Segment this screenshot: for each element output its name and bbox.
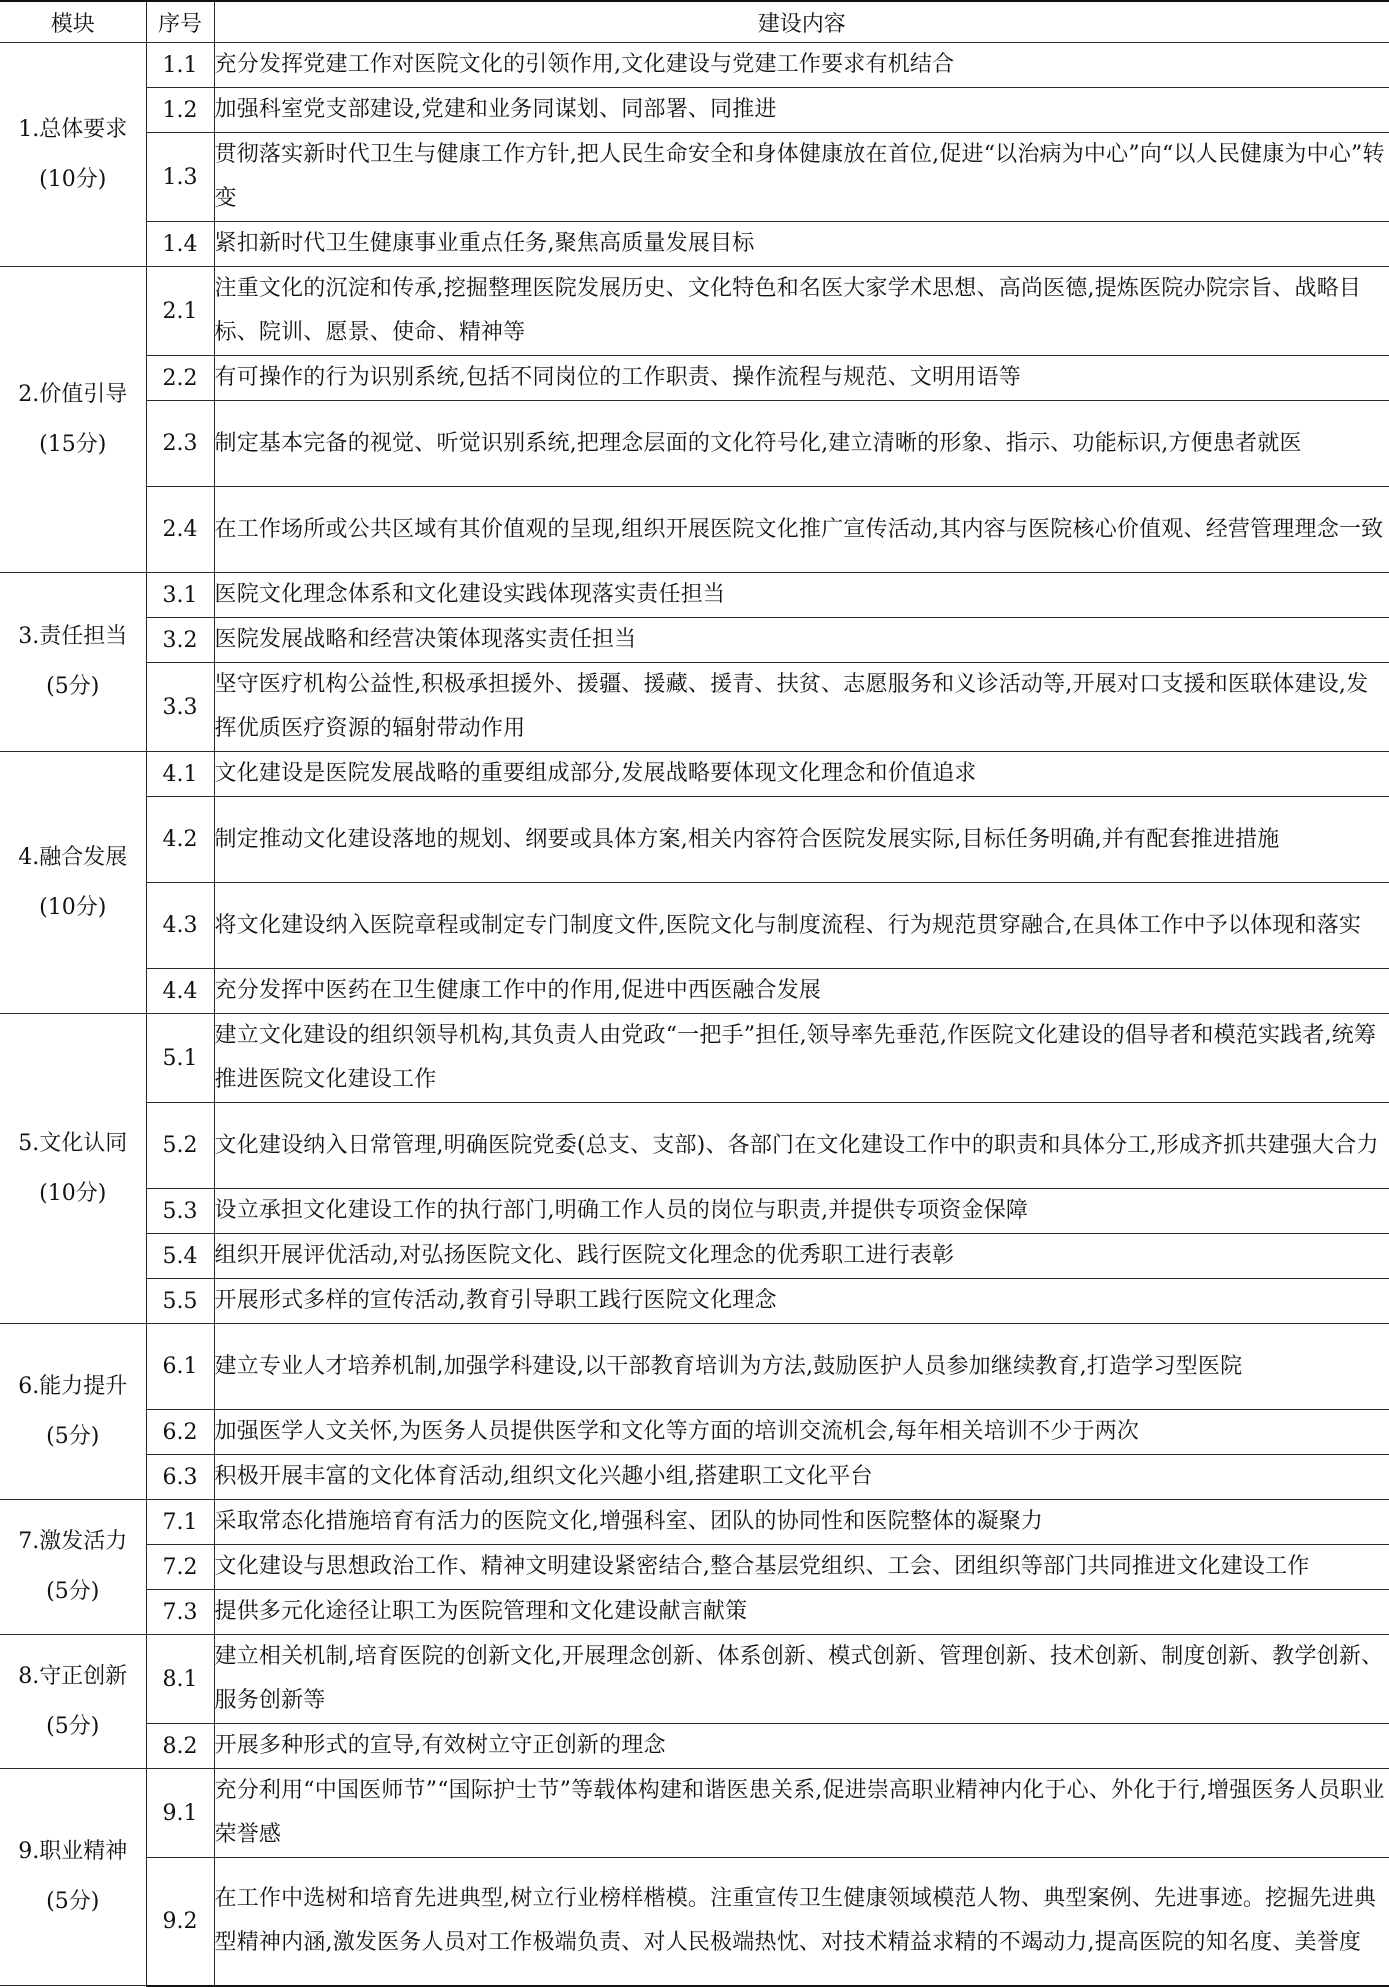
module-score: (5分) xyxy=(46,1889,100,1914)
item-number: 9.1 xyxy=(146,1769,214,1858)
item-number: 9.2 xyxy=(146,1858,214,1986)
table-row xyxy=(0,1410,1389,1455)
module-name: 8.守正创新 xyxy=(18,1663,128,1689)
item-number: 3.1 xyxy=(146,573,214,618)
item-number: 5.5 xyxy=(146,1279,214,1324)
header-module: 模块 xyxy=(0,1,146,43)
table-row xyxy=(0,1545,1389,1590)
module-cell xyxy=(0,1635,146,1769)
item-content: 组织开展评优活动,对弘扬医院文化、践行医院文化理念的优秀职工进行表彰 xyxy=(214,1234,1389,1279)
item-content: 文化建设是医院发展战略的重要组成部分,发展战略要体现文化理念和价值追求 xyxy=(214,752,1389,797)
header-content: 建设内容 xyxy=(214,1,1389,43)
item-content: 充分发挥党建工作对医院文化的引领作用,文化建设与党建工作要求有机结合 xyxy=(214,43,1389,88)
module-cell xyxy=(0,1324,146,1500)
module-score: (5分) xyxy=(46,1713,100,1739)
table-row xyxy=(0,797,1389,883)
module-score: (10分) xyxy=(39,1180,107,1206)
item-number: 5.3 xyxy=(146,1189,214,1234)
module-cell xyxy=(0,573,146,752)
item-content: 坚守医疗机构公益性,积极承担援外、援疆、援藏、援青、扶贫、志愿服务和义诊活动等,开展对口支援和医联体建设,发挥优质医疗资源的辐射带动作用 xyxy=(214,663,1389,752)
item-number: 1.1 xyxy=(146,43,214,88)
module-name: 7.激发活力 xyxy=(18,1529,128,1554)
item-content: 加强科室党支部建设,党建和业务同谋划、同部署、同推进 xyxy=(214,88,1389,133)
item-content: 加强医学人文关怀,为医务人员提供医学和文化等方面的培训交流机会,每年相关培训不少于两次 xyxy=(214,1410,1389,1455)
module-cell xyxy=(0,752,146,1014)
module-name: 1.总体要求 xyxy=(18,116,128,142)
module-score: (5分) xyxy=(46,1423,100,1449)
item-number: 5.1 xyxy=(146,1014,214,1103)
item-content: 充分发挥中医药在卫生健康工作中的作用,促进中西医融合发展 xyxy=(214,969,1389,1014)
item-content: 文化建设与思想政治工作、精神文明建设紧密结合,整合基层党组织、工会、团组织等部门共同推进文化建设工作 xyxy=(214,1545,1389,1590)
item-content: 紧扣新时代卫生健康事业重点任务,聚焦高质量发展目标 xyxy=(214,222,1389,267)
table-row xyxy=(0,1189,1389,1234)
module-cell xyxy=(0,1500,146,1635)
item-number: 1.4 xyxy=(146,222,214,267)
module-score: (5分) xyxy=(46,674,100,699)
module-name: 3.责任担当 xyxy=(18,624,128,649)
item-content: 设立承担文化建设工作的执行部门,明确工作人员的岗位与职责,并提供专项资金保障 xyxy=(214,1189,1389,1234)
table-row xyxy=(0,1279,1389,1324)
item-number: 4.1 xyxy=(146,752,214,797)
table-row xyxy=(0,1324,1389,1410)
table-row xyxy=(0,1014,1389,1103)
item-content: 建立文化建设的组织领导机构,其负责人由党政“一把手”担任,领导率先垂范,作医院文化建设的倡导者和模范实践者,统筹推进医院文化建设工作 xyxy=(214,1014,1389,1103)
item-number: 3.3 xyxy=(146,663,214,752)
item-content: 制定基本完备的视觉、听觉识别系统,把理念层面的文化符号化,建立清晰的形象、指示、功能标识,方便患者就医 xyxy=(214,401,1389,487)
table-row xyxy=(0,969,1389,1014)
item-number: 6.3 xyxy=(146,1455,214,1500)
item-content: 建立专业人才培养机制,加强学科建设,以干部教育培训为方法,鼓励医护人员参加继续教育,打造学习型医院 xyxy=(214,1324,1389,1410)
item-content: 有可操作的行为识别系统,包括不同岗位的工作职责、操作流程与规范、文明用语等 xyxy=(214,356,1389,401)
table-row xyxy=(0,1234,1389,1279)
module-cell xyxy=(0,1014,146,1324)
module-score: (15分) xyxy=(39,431,107,457)
table-row xyxy=(0,356,1389,401)
table-row xyxy=(0,1103,1389,1189)
table-row xyxy=(0,573,1389,618)
item-number: 4.3 xyxy=(146,883,214,969)
item-content: 开展多种形式的宣导,有效树立守正创新的理念 xyxy=(214,1724,1389,1769)
table-row xyxy=(0,883,1389,969)
item-content: 提供多元化途径让职工为医院管理和文化建设献言献策 xyxy=(214,1590,1389,1635)
module-name: 6.能力提升 xyxy=(18,1373,128,1399)
item-content: 注重文化的沉淀和传承,挖掘整理医院发展历史、文化特色和名医大家学术思想、高尚医德,提炼医院办院宗旨、战略目标、院训、愿景、使命、精神等 xyxy=(214,267,1389,356)
table-row xyxy=(0,1635,1389,1724)
table-row xyxy=(0,43,1389,88)
item-content: 建立相关机制,培育医院的创新文化,开展理念创新、体系创新、模式创新、管理创新、技术创新、制度创新、教学创新、服务创新等 xyxy=(214,1635,1389,1724)
item-content: 医院文化理念体系和文化建设实践体现落实责任担当 xyxy=(214,573,1389,618)
item-number: 3.2 xyxy=(146,618,214,663)
table-row xyxy=(0,752,1389,797)
table-body xyxy=(0,43,1389,1986)
table-row xyxy=(0,133,1389,222)
item-number: 2.1 xyxy=(146,267,214,356)
module-name: 5.文化认同 xyxy=(18,1130,128,1156)
module-name: 2.价值引导 xyxy=(18,381,128,407)
table-row xyxy=(0,1500,1389,1545)
item-number: 6.2 xyxy=(146,1410,214,1455)
item-number: 2.3 xyxy=(146,401,214,487)
table-row xyxy=(0,1590,1389,1635)
item-content: 开展形式多样的宣传活动,教育引导职工践行医院文化理念 xyxy=(214,1279,1389,1324)
table-header-row xyxy=(0,1,1389,43)
item-number: 5.4 xyxy=(146,1234,214,1279)
table-row xyxy=(0,401,1389,487)
item-content: 贯彻落实新时代卫生与健康工作方针,把人民生命安全和身体健康放在首位,促进“以治病为中心”向“以人民健康为中心”转变 xyxy=(214,133,1389,222)
item-content: 采取常态化措施培育有活力的医院文化,增强科室、团队的协同性和医院整体的凝聚力 xyxy=(214,1500,1389,1545)
table-row xyxy=(0,1724,1389,1769)
table-row xyxy=(0,1769,1389,1858)
item-number: 8.1 xyxy=(146,1635,214,1724)
item-number: 8.2 xyxy=(146,1724,214,1769)
module-name: 4.融合发展 xyxy=(18,844,128,870)
item-content: 在工作中选树和培育先进典型,树立行业榜样楷模。注重宣传卫生健康领域模范人物、典型案例、先进事迹。挖掘先进典型精神内涵,激发医务人员对工作极端负责、对人民极端热忱、对技术精益求精的不竭动力,提高医院的知名度、美誉度 xyxy=(214,1858,1389,1986)
module-name: 9.职业精神 xyxy=(18,1839,128,1864)
item-content: 制定推动文化建设落地的规划、纲要或具体方案,相关内容符合医院发展实际,目标任务明确,并有配套推进措施 xyxy=(214,797,1389,883)
item-number: 2.2 xyxy=(146,356,214,401)
item-number: 7.2 xyxy=(146,1545,214,1590)
item-number: 2.4 xyxy=(146,487,214,573)
table-row xyxy=(0,487,1389,573)
item-content: 将文化建设纳入医院章程或制定专门制度文件,医院文化与制度流程、行为规范贯穿融合,在具体工作中予以体现和落实 xyxy=(214,883,1389,969)
table-row xyxy=(0,1858,1389,1986)
item-content: 文化建设纳入日常管理,明确医院党委(总支、支部)、各部门在文化建设工作中的职责和具体分工,形成齐抓共建强大合力 xyxy=(214,1103,1389,1189)
module-cell xyxy=(0,43,146,267)
item-number: 1.3 xyxy=(146,133,214,222)
module-score: (5分) xyxy=(46,1579,100,1604)
table-row xyxy=(0,618,1389,663)
item-number: 6.1 xyxy=(146,1324,214,1410)
table-row xyxy=(0,88,1389,133)
item-content: 积极开展丰富的文化体育活动,组织文化兴趣小组,搭建职工文化平台 xyxy=(214,1455,1389,1500)
item-number: 4.2 xyxy=(146,797,214,883)
item-content: 在工作场所或公共区域有其价值观的呈现,组织开展医院文化推广宣传活动,其内容与医院核心价值观、经营管理理念一致 xyxy=(214,487,1389,573)
item-content: 充分利用“中国医师节”“国际护士节”等载体构建和谐医患关系,促进崇高职业精神内化于心、外化于行,增强医务人员职业荣誉感 xyxy=(214,1769,1389,1858)
table-row xyxy=(0,267,1389,356)
table-row xyxy=(0,1455,1389,1500)
item-number: 1.2 xyxy=(146,88,214,133)
item-number: 7.1 xyxy=(146,1500,214,1545)
item-number: 7.3 xyxy=(146,1590,214,1635)
table-row xyxy=(0,222,1389,267)
item-number: 5.2 xyxy=(146,1103,214,1189)
item-number: 4.4 xyxy=(146,969,214,1014)
table-row xyxy=(0,663,1389,752)
module-score: (10分) xyxy=(39,166,107,192)
module-cell xyxy=(0,1769,146,1986)
module-score: (10分) xyxy=(39,894,107,920)
module-cell xyxy=(0,267,146,573)
header-seq: 序号 xyxy=(146,1,214,43)
item-content: 医院发展战略和经营决策体现落实责任担当 xyxy=(214,618,1389,663)
